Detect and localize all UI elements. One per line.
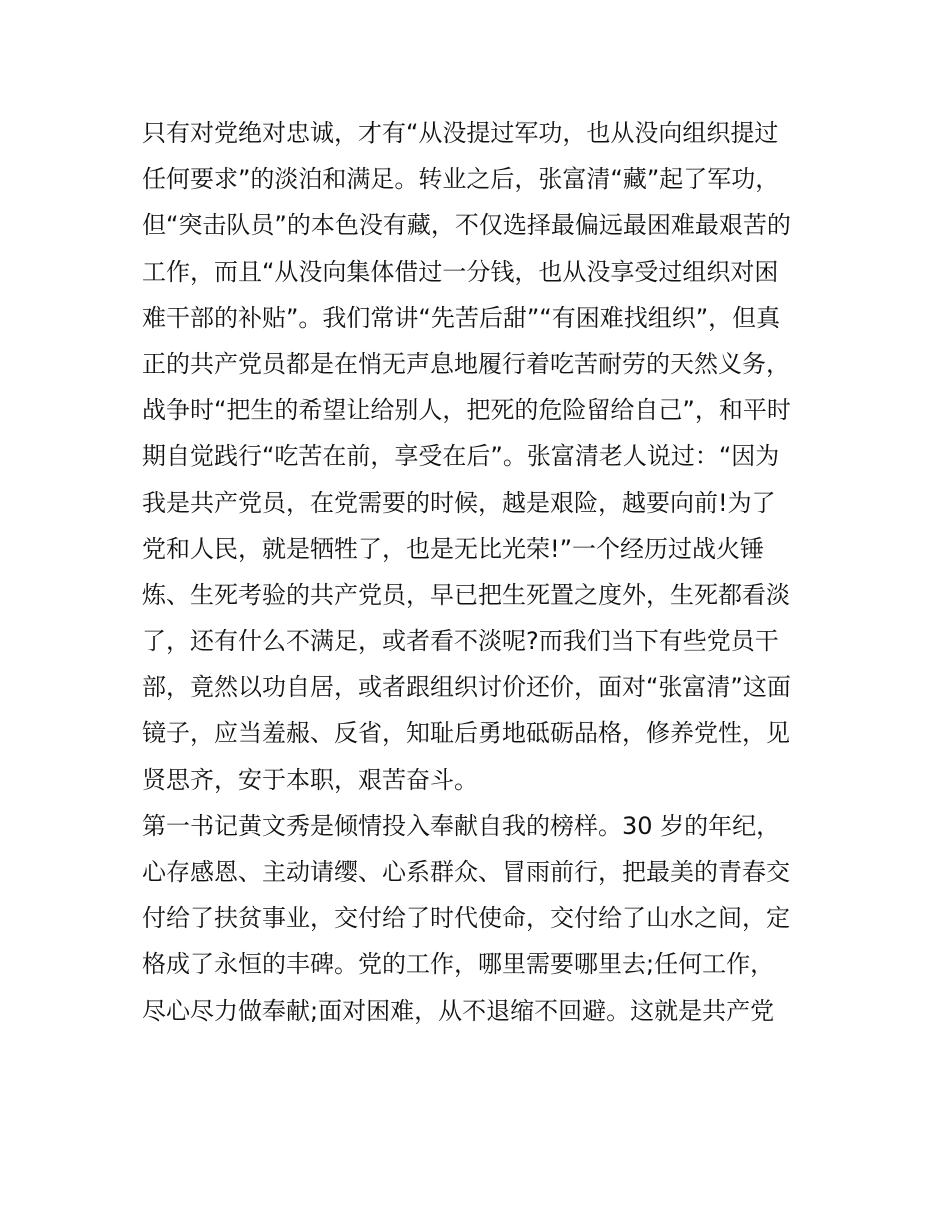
text-line: 党和人民，就是牺牲了，也是无比光荣!”一个经历过战火锤 <box>142 534 765 563</box>
text-line: 心存感恩、主动请缨、心系群众、冒雨前行，把最美的青春交 <box>142 858 790 886</box>
text-line: 难干部的补贴”。我们常讲“先苦后甜”“有困难找组织”，但真 <box>142 303 781 332</box>
text-line: 我是共产党员，在党需要的时候，越是艰险，越要向前!为了 <box>142 488 776 517</box>
text-line: 期自觉践行“吃苦在前，享受在后”。张富清老人说过：“因为 <box>142 442 780 471</box>
text-line: 正的共产党员都是在悄无声息地履行着吃苦耐劳的天然义务， <box>142 349 790 378</box>
text-line: 贤思齐，安于本职，艰苦奋斗。 <box>142 765 478 794</box>
text-line: 但“突击队员”的本色没有藏，不仅选择最偏远最困难最艰苦的 <box>142 211 791 240</box>
text-line: 付给了扶贫事业，交付给了时代使命，交付给了山水之间，定 <box>142 904 790 933</box>
text-line: 炼、生死考验的共产党员，早已把生死置之度外，生死都看淡 <box>142 580 790 609</box>
text-line: 战争时“把生的希望让给别人，把死的危险留给自己”，和平时 <box>142 396 791 425</box>
text-line: 部，竟然以功自居，或者跟组织讨价还价，面对“张富清”这面 <box>142 673 791 702</box>
text-line: 镜子，应当羞赧、反省，知耻后勇地砥砺品格，修养党性，见 <box>142 719 790 748</box>
text-line: 只有对党绝对忠诚，才有“从没提过军功，也从没向组织提过 <box>142 119 779 147</box>
text-line: 尽心尽力做奉献;面对困难，从不退缩不回避。这就是共产党 <box>142 996 775 1025</box>
text-line: 了，还有什么不满足，或者看不淡呢?而我们当下有些党员干 <box>142 627 779 656</box>
body-text <box>142 110 822 1034</box>
text-line: 第一书记黄文秀是倾情投入奉献自我的榜样。30 岁的年纪， <box>142 811 781 840</box>
text-line: 格成了永恒的丰碑。党的工作，哪里需要哪里去;任何工作， <box>142 950 775 979</box>
text-line: 任何要求”的淡泊和满足。转业之后，张富清“藏”起了军功， <box>142 165 780 194</box>
text-line: 工作，而且“从没向集体借过一分钱，也从没享受过组织对困 <box>142 257 779 286</box>
